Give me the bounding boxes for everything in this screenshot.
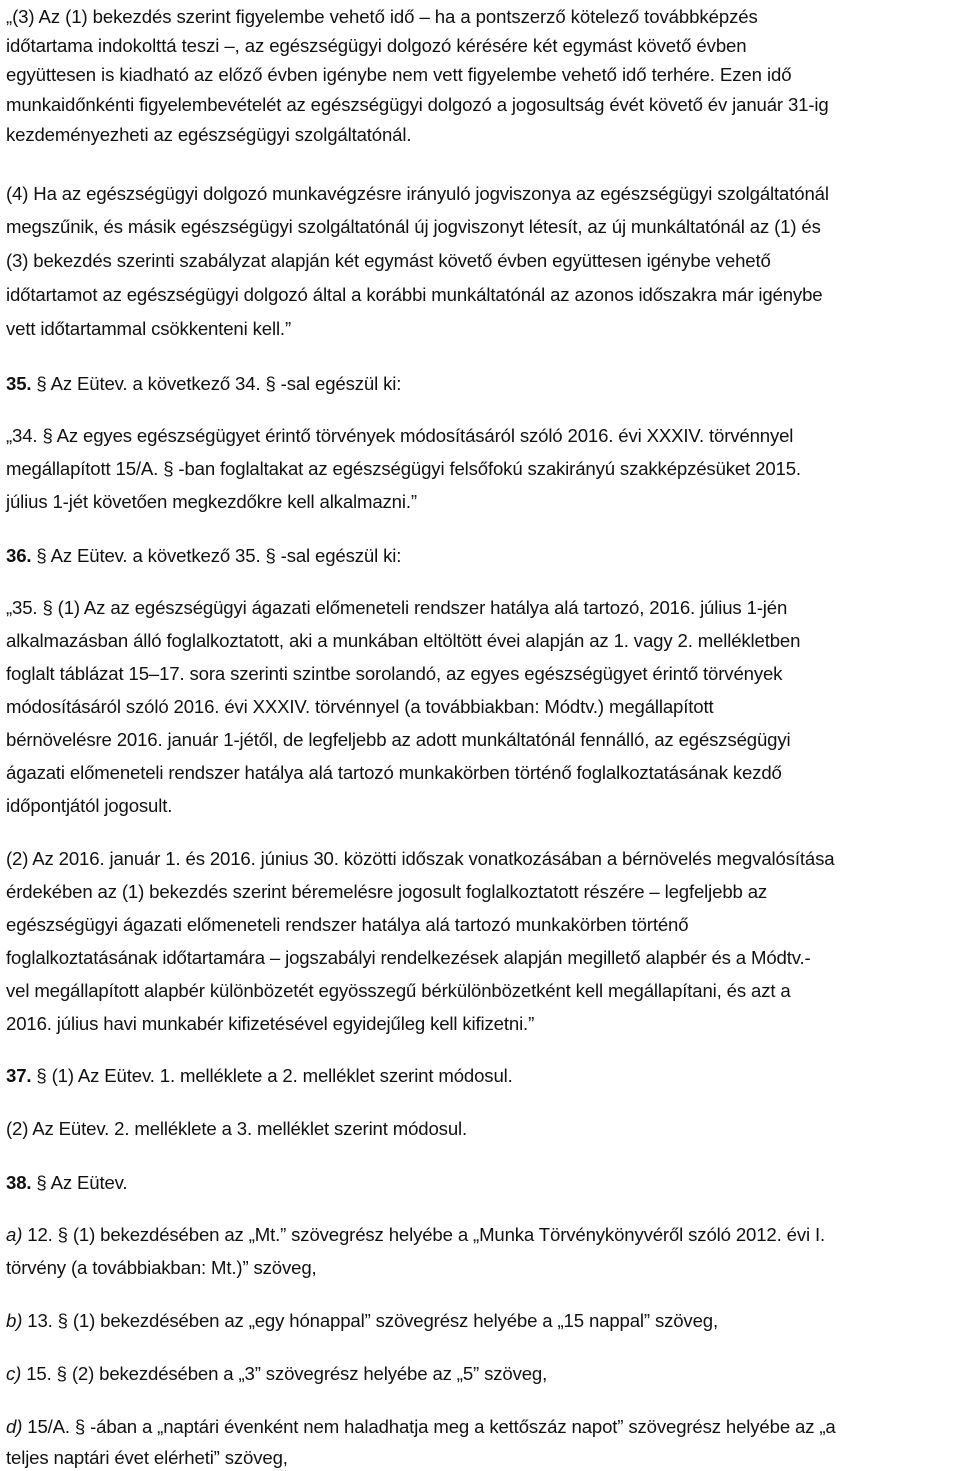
text-run: § (1) Az Eütev. 1. melléklete a 2. melléklet szerint módosul. (31, 1065, 513, 1086)
text-line (6, 489, 417, 515)
text-run: 15. § (2) bekezdésében a „3” szövegrész helyébe az „5” szöveg, (21, 1363, 548, 1384)
text-run: kezdeményezheti az egészségügyi szolgáltatónál. (6, 124, 412, 145)
text-run: időpontjától jogosult. (6, 795, 173, 816)
text-run: időtartamot az egészségügyi dolgozó által a korábbi munkáltatónál az azonos időszakra már igénybe (6, 284, 823, 305)
text-line (6, 727, 790, 753)
text-run: foglalt táblázat 15–17. sora szerinti szintbe sorolandó, az egyes egészségügyet érintő törvények (6, 663, 783, 684)
text-run: munkaidőnkénti figyelembevételét az egészségügyi dolgozó a jogosultság évét követő év január 31-ig (6, 94, 829, 115)
text-run: „(3) Az (1) bekezdés szerint figyelembe vehető idő – ha a pontszerző kötelező továbbképzés (6, 6, 758, 27)
list-marker: b) (6, 1310, 23, 1331)
text-line (6, 371, 401, 397)
text-run: ágazati előmeneteli rendszer hatálya alá tartozó munkakörben történő foglalkoztatásának kezdő (6, 762, 782, 783)
text-line (6, 248, 771, 274)
text-run: 12. § (1) bekezdésében az „Mt.” szövegrész helyébe a „Munka Törvénykönyvéről szóló 2012. évi I. (22, 1224, 825, 1245)
text-line (6, 661, 782, 687)
text-run: alkalmazásban álló foglalkoztatott, aki a munkában eltöltött évei alapján az 1. vagy 2. mellékletben (6, 630, 801, 651)
text-run: foglalkoztatásának időtartamára – jogszabályi rendelkezések alapján megillető alapbér és a Módtv.- (6, 947, 811, 968)
text-line (6, 793, 172, 819)
text-line (6, 214, 821, 240)
text-line (6, 879, 767, 905)
text-run: módosításáról szóló 2016. évi XXXIV. törvénnyel (a továbbiakban: Módtv.) megállapított (6, 696, 714, 717)
text-run: vett időtartammal csökkenteni kell.” (6, 318, 291, 339)
text-line (6, 1222, 825, 1248)
text-run: egészségügyi ágazati előmeneteli rendszer hatálya alá tartozó munkakörben történő (6, 914, 689, 935)
text-run: 13. § (1) bekezdésében az „egy hónappal” szövegrész helyébe a „15 nappal” szöveg, (22, 1310, 718, 1331)
text-line (6, 122, 411, 148)
text-line (6, 92, 829, 118)
text-line (6, 316, 291, 342)
text-run: érdekében az (1) bekezdés szerint béremelésre jogosult foglalkoztatott részére – legfeljebb az (6, 881, 768, 902)
text-run: teljes naptári évet elérheti” szöveg, (6, 1447, 288, 1468)
text-run: megállapított 15/A. § -ban foglaltakat az egészségügyi felsőfokú szakirányú szakképzésüket 2015. (6, 458, 801, 479)
text-line (6, 1445, 288, 1471)
text-line (6, 181, 829, 207)
text-line (6, 846, 834, 872)
text-line (6, 423, 793, 449)
text-run: törvény (a továbbiakban: Mt.)” szöveg, (6, 1257, 317, 1278)
section-number: 37. (6, 1065, 32, 1086)
section-number: 38. (6, 1172, 32, 1193)
text-line (6, 4, 758, 30)
text-run: időtartama indokolttá teszi –, az egészségügyi dolgozó kérésére két egymást követő évben (6, 35, 747, 56)
list-marker: a) (6, 1224, 23, 1245)
section-number: 36. (6, 545, 32, 566)
text-line (6, 978, 791, 1004)
text-run: bérnövelésre 2016. január 1-jétől, de legfeljebb az adott munkáltatónál fennálló, az egészségügyi (6, 729, 791, 750)
text-run: Ezen idő (719, 64, 792, 85)
text-run: § Az Eütev. (31, 1172, 128, 1193)
text-line (6, 1170, 127, 1196)
text-line (6, 1116, 467, 1142)
text-run: megszűnik, és másik egészségügyi szolgáltatónál új jogviszonyt létesít, az új munkáltatónál az (1) és (6, 216, 821, 237)
text-run: július 1-jét követően megkezdőkre kell alkalmazni.” (6, 491, 417, 512)
text-line (6, 628, 800, 654)
text-run: § Az Eütev. a következő 34. § -sal egészül ki: (31, 373, 402, 394)
section-number: 35. (6, 373, 32, 394)
text-line (6, 912, 688, 938)
text-run: (3) bekezdés szerinti szabályzat alapján két egymást követő évben együttesen igénybe vehető (6, 250, 771, 271)
text-run: együttesen is kiadható az előző évben igénybe nem vett figyelembe vehető idő terhére. (6, 64, 720, 85)
text-run: „35. § (1) Az az egészségügyi ágazati előmeneteli rendszer hatálya alá tartozó, 2016. július 1-jén (6, 597, 788, 618)
text-run: (2) Az Eütev. 2. melléklete a 3. melléklet szerint módosul. (6, 1118, 468, 1139)
text-line (6, 945, 811, 971)
text-run: 15/A. § -ában a „naptári évenként nem haladhatja meg a kettőszáz napot” szövegrész helyébe az „a (22, 1416, 836, 1437)
text-line (6, 33, 747, 59)
text-run: (2) Az 2016. január 1. és 2016. június 30. közötti időszak vonatkozásában a bérnövelés megvalósítása (6, 848, 835, 869)
text-line (6, 282, 822, 308)
text-line (6, 694, 714, 720)
text-line (6, 1011, 534, 1037)
text-line (6, 1361, 547, 1387)
text-run: „34. § Az egyes egészségügyet érintő törvények módosításáról szóló 2016. évi XXXIV. törvénnyel (6, 425, 794, 446)
text-line (6, 456, 801, 482)
text-run: 2016. július havi munkabér kifizetésével egyidejűleg kell kifizetni.” (6, 1013, 535, 1034)
list-marker: c) (6, 1363, 22, 1384)
text-run: vel megállapított alapbér különbözetét egyösszegű bérkülönbözetként kell megállapítani, és azt a (6, 980, 791, 1001)
text-line (6, 1308, 718, 1334)
text-line (6, 760, 782, 786)
text-run: (4) Ha az egészségügyi dolgozó munkavégzésre irányuló jogviszonya az egészségügyi szolgáltatónál (6, 183, 829, 204)
text-run: § Az Eütev. a következő 35. § -sal egészül ki: (31, 545, 402, 566)
text-line (6, 595, 787, 621)
text-line (6, 1255, 317, 1281)
text-line (6, 1063, 513, 1089)
text-line (6, 1414, 836, 1440)
text-line (6, 543, 401, 569)
list-marker: d) (6, 1416, 23, 1437)
text-line (6, 62, 791, 88)
